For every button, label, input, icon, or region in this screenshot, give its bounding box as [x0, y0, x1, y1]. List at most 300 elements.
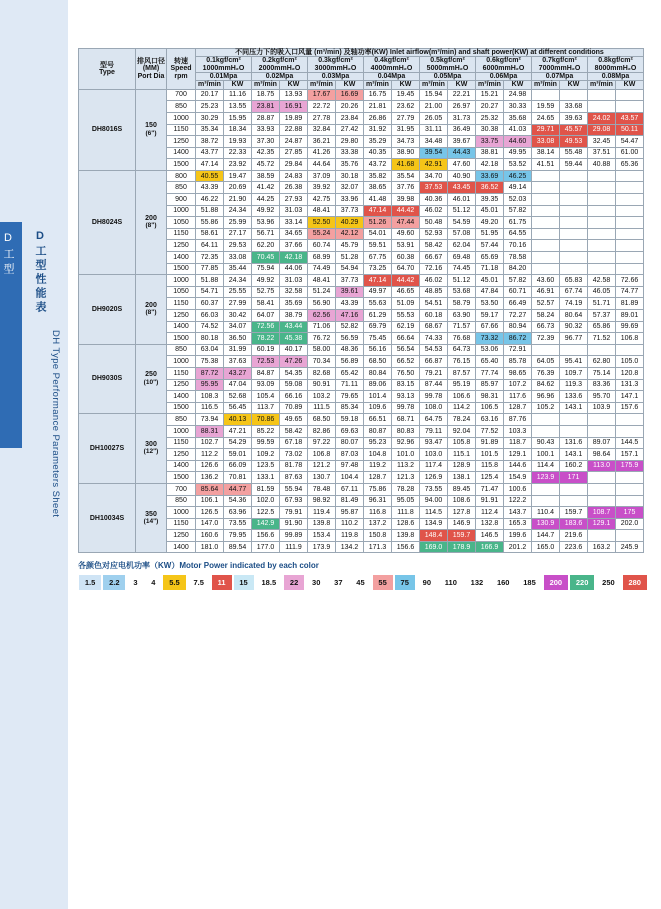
data-cell: 173.9: [308, 541, 336, 553]
data-cell: 46.02: [420, 275, 448, 287]
data-cell: 35.54: [392, 170, 420, 182]
data-cell: 79.21: [420, 367, 448, 379]
data-cell: 49.92: [252, 275, 280, 287]
data-cell: 40.13: [224, 414, 252, 426]
data-cell: 54.01: [364, 228, 392, 240]
data-cell: 54.59: [448, 217, 476, 229]
data-cell: 107.2: [504, 379, 532, 391]
content: [78, 48, 648, 591]
data-cell: 74.45: [448, 263, 476, 275]
data-cell: 100.1: [532, 449, 560, 461]
data-cell: 65.40: [476, 356, 504, 368]
data-cell: 33.96: [336, 194, 364, 206]
data-cell: [560, 228, 588, 240]
data-cell: 24.83: [280, 170, 308, 182]
data-cell: 128.7: [364, 472, 392, 484]
data-cell: 89.45: [448, 483, 476, 495]
rpm-cell: 700: [167, 483, 196, 495]
data-cell: 31.11: [420, 124, 448, 136]
data-cell: 37.66: [280, 240, 308, 252]
data-cell: 22.72: [308, 101, 336, 113]
data-cell: [616, 263, 644, 275]
port-cell: 200 (8"): [136, 170, 167, 274]
model-cell: DH10034S: [79, 483, 136, 553]
data-cell: 175.9: [616, 460, 644, 472]
data-cell: [588, 101, 616, 113]
data-cell: 56.54: [392, 344, 420, 356]
data-cell: 114.5: [420, 507, 448, 519]
data-cell: [588, 170, 616, 182]
data-cell: 165.3: [504, 518, 532, 530]
data-cell: 30.18: [336, 170, 364, 182]
data-cell: 64.55: [504, 228, 532, 240]
data-cell: 96.31: [364, 495, 392, 507]
data-cell: 42.91: [420, 159, 448, 171]
data-cell: 85.64: [196, 483, 224, 495]
data-cell: 91.90: [280, 518, 308, 530]
legend-swatch-75: 75: [394, 574, 416, 591]
data-cell: 32.45: [588, 136, 616, 148]
data-cell: 64.70: [392, 263, 420, 275]
rpm-cell: 1000: [167, 425, 196, 437]
data-cell: 33.08: [532, 136, 560, 148]
data-cell: 121.2: [308, 460, 336, 472]
data-cell: 160.6: [196, 530, 224, 542]
data-cell: 142.9: [252, 518, 280, 530]
data-cell: 46.02: [420, 205, 448, 217]
data-cell: [560, 252, 588, 264]
data-cell: 90.91: [308, 379, 336, 391]
data-cell: 61.75: [504, 217, 532, 229]
data-cell: 71.18: [476, 263, 504, 275]
data-cell: 81.59: [252, 483, 280, 495]
data-cell: [588, 414, 616, 426]
data-cell: [560, 205, 588, 217]
data-cell: 159.7: [448, 530, 476, 542]
pressure-header-kgf-0: 0.1kgf/cm² 1000mmH₂O: [196, 57, 252, 73]
data-cell: 72.16: [420, 263, 448, 275]
data-cell: 51.09: [392, 298, 420, 310]
data-cell: 75.14: [588, 367, 616, 379]
port-cell: 350 (14"): [136, 483, 167, 553]
data-cell: 70.89: [280, 402, 308, 414]
data-cell: 29.84: [280, 159, 308, 171]
data-cell: 57.08: [448, 228, 476, 240]
col-header-speed: 转速 Speed rpm: [167, 49, 196, 90]
data-cell: 133.1: [252, 472, 280, 484]
data-cell: 19.45: [392, 89, 420, 101]
data-cell: 31.92: [364, 124, 392, 136]
data-cell: 36.50: [224, 333, 252, 345]
data-cell: 85.22: [252, 425, 280, 437]
data-cell: 23.81: [252, 101, 280, 113]
data-cell: 42.75: [308, 194, 336, 206]
data-cell: 41.03: [504, 124, 532, 136]
data-cell: 84.62: [532, 379, 560, 391]
data-cell: 54.29: [224, 437, 252, 449]
data-cell: 22.21: [448, 89, 476, 101]
data-cell: 66.16: [280, 391, 308, 403]
data-cell: [616, 472, 644, 484]
legend-swatch-160: 160: [490, 574, 516, 591]
pressure-header-kgf-1: 0.2kgf/cm² 2000mmH₂O: [252, 57, 308, 73]
data-cell: 40.29: [336, 217, 364, 229]
data-cell: 125.4: [476, 472, 504, 484]
legend-swatch-11: 11: [211, 574, 233, 591]
port-cell: 300 (12"): [136, 414, 167, 484]
data-cell: 63.96: [224, 507, 252, 519]
data-cell: 91.89: [476, 437, 504, 449]
data-cell: 64.07: [252, 310, 280, 322]
data-cell: 33.38: [336, 147, 364, 159]
data-cell: 136.2: [196, 472, 224, 484]
legend-swatch-200: 200: [543, 574, 569, 591]
data-cell: 24.34: [224, 275, 252, 287]
data-cell: 41.68: [392, 159, 420, 171]
data-cell: 42.12: [336, 228, 364, 240]
legend-swatches: [78, 574, 648, 591]
data-cell: 78.58: [504, 252, 532, 264]
data-cell: 181.0: [196, 541, 224, 553]
data-cell: 76.50: [392, 367, 420, 379]
data-cell: 75.38: [196, 356, 224, 368]
data-cell: 56.71: [252, 228, 280, 240]
data-cell: 84.20: [504, 263, 532, 275]
data-cell: 63.16: [476, 414, 504, 426]
rpm-cell: 700: [167, 89, 196, 101]
data-cell: 37.53: [420, 182, 448, 194]
data-cell: 199.6: [504, 530, 532, 542]
data-cell: 119.8: [336, 530, 364, 542]
data-cell: 103.0: [420, 449, 448, 461]
legend-swatch-22: 22: [283, 574, 305, 591]
data-cell: 47.26: [280, 356, 308, 368]
data-cell: 54.36: [224, 495, 252, 507]
data-cell: 72.56: [252, 321, 280, 333]
data-cell: [616, 170, 644, 182]
data-cell: 98.64: [588, 449, 616, 461]
legend-swatch-55: 55: [372, 574, 394, 591]
data-cell: 33.68: [560, 101, 588, 113]
data-cell: 80.64: [560, 310, 588, 322]
data-cell: 54.53: [420, 344, 448, 356]
data-cell: 24.34: [224, 205, 252, 217]
data-cell: [532, 89, 560, 101]
data-cell: 60.37: [196, 298, 224, 310]
data-cell: 19.93: [224, 136, 252, 148]
data-cell: 76.39: [532, 367, 560, 379]
legend-swatch-45: 45: [349, 574, 371, 591]
data-cell: 118.7: [504, 437, 532, 449]
data-cell: 49.65: [280, 414, 308, 426]
data-cell: 23.62: [392, 101, 420, 113]
data-cell: 40.35: [364, 147, 392, 159]
data-cell: 74.52: [196, 321, 224, 333]
data-cell: 88.31: [196, 425, 224, 437]
rpm-cell: 1150: [167, 124, 196, 136]
data-cell: 11.16: [224, 89, 252, 101]
unit-flow-7: m³/min: [588, 81, 616, 89]
data-cell: 49.14: [504, 182, 532, 194]
data-cell: 70.45: [252, 252, 280, 264]
data-cell: 52.75: [252, 286, 280, 298]
data-cell: 105.8: [448, 437, 476, 449]
data-cell: 39.61: [336, 286, 364, 298]
data-cell: 45.01: [476, 275, 504, 287]
data-cell: 53.91: [392, 240, 420, 252]
table-row: [79, 483, 644, 495]
data-cell: 56.90: [308, 298, 336, 310]
data-cell: 87.72: [196, 367, 224, 379]
table-row: [79, 275, 644, 287]
data-cell: 66.52: [392, 356, 420, 368]
data-cell: 171.3: [364, 541, 392, 553]
data-cell: [588, 240, 616, 252]
data-cell: 75.86: [364, 483, 392, 495]
data-cell: 72.66: [616, 275, 644, 287]
rpm-cell: 1500: [167, 333, 196, 345]
data-cell: 91.91: [476, 495, 504, 507]
rpm-cell: 1150: [167, 228, 196, 240]
data-cell: 61.00: [616, 147, 644, 159]
data-cell: 43.39: [336, 298, 364, 310]
data-cell: 35.82: [364, 170, 392, 182]
data-cell: 49.97: [364, 286, 392, 298]
data-cell: 73.94: [196, 414, 224, 426]
data-cell: 21.00: [420, 101, 448, 113]
data-cell: 58.42: [420, 240, 448, 252]
unit-flow-0: m³/min: [196, 81, 224, 89]
data-cell: 24.98: [504, 89, 532, 101]
data-cell: 93.09: [252, 379, 280, 391]
data-cell: 65.69: [476, 252, 504, 264]
data-cell: 101.4: [364, 391, 392, 403]
data-cell: [532, 228, 560, 240]
data-cell: 30.42: [224, 310, 252, 322]
data-cell: 166.9: [476, 541, 504, 553]
data-cell: 64.73: [448, 344, 476, 356]
data-cell: 65.42: [336, 367, 364, 379]
data-cell: 40.17: [280, 344, 308, 356]
data-cell: 127.8: [448, 507, 476, 519]
data-cell: 27.85: [280, 147, 308, 159]
data-cell: 16.91: [280, 101, 308, 113]
legend-title: 各颜色对应电机功率（KW）Motor Power indicated by each color: [78, 561, 319, 571]
data-cell: 60.71: [504, 286, 532, 298]
data-cell: 62.56: [308, 310, 336, 322]
data-cell: 59.18: [336, 414, 364, 426]
data-cell: [532, 483, 560, 495]
data-cell: 108.0: [420, 402, 448, 414]
data-cell: 128.9: [448, 460, 476, 472]
data-cell: [560, 483, 588, 495]
data-cell: 51.28: [336, 252, 364, 264]
legend-swatch-7.5: 7.5: [187, 574, 211, 591]
data-cell: 41.51: [532, 159, 560, 171]
data-cell: 51.24: [308, 286, 336, 298]
data-cell: 108.6: [448, 495, 476, 507]
data-cell: 171: [560, 472, 588, 484]
data-cell: 59.17: [476, 310, 504, 322]
data-cell: 102.0: [252, 495, 280, 507]
data-cell: 15.21: [476, 89, 504, 101]
data-cell: 37.51: [588, 147, 616, 159]
table-row: [79, 414, 644, 426]
sidebar-tab: [0, 222, 22, 448]
data-cell: 43.45: [448, 182, 476, 194]
data-cell: 29.80: [336, 136, 364, 148]
data-cell: 65.86: [588, 321, 616, 333]
data-cell: 58.24: [532, 310, 560, 322]
data-cell: 147.1: [616, 391, 644, 403]
data-cell: 73.55: [420, 483, 448, 495]
rpm-cell: 1050: [167, 286, 196, 298]
data-cell: 85.34: [336, 402, 364, 414]
data-cell: 35.29: [364, 136, 392, 148]
data-cell: 95.41: [560, 356, 588, 368]
data-cell: 35.76: [336, 159, 364, 171]
data-cell: 43.57: [616, 112, 644, 124]
data-cell: 39.92: [308, 182, 336, 194]
data-cell: 67.74: [560, 286, 588, 298]
data-cell: 65.36: [616, 159, 644, 171]
data-cell: 74.19: [560, 298, 588, 310]
pressure-header-kgf-5: 0.6kgf/cm² 6000mmH₂O: [476, 57, 532, 73]
data-cell: 15.94: [420, 89, 448, 101]
data-cell: 83.36: [588, 379, 616, 391]
data-cell: 30.33: [504, 101, 532, 113]
data-cell: 131.6: [560, 437, 588, 449]
data-cell: 113.2: [392, 460, 420, 472]
data-cell: 44.77: [224, 483, 252, 495]
data-cell: 45.57: [560, 124, 588, 136]
data-cell: 178.9: [448, 541, 476, 553]
data-cell: 106.6: [448, 391, 476, 403]
model-cell: DH10027S: [79, 414, 136, 484]
data-cell: [532, 217, 560, 229]
data-cell: 46.65: [392, 286, 420, 298]
data-cell: 26.97: [448, 101, 476, 113]
data-cell: 87.03: [336, 449, 364, 461]
data-cell: 87.44: [420, 379, 448, 391]
data-cell: 25.23: [196, 101, 224, 113]
data-cell: 40.88: [588, 159, 616, 171]
data-cell: 25.55: [224, 286, 252, 298]
data-cell: 66.73: [532, 321, 560, 333]
data-cell: 28.87: [252, 112, 280, 124]
data-cell: 72.39: [532, 333, 560, 345]
data-cell: 128.7: [504, 402, 532, 414]
pressure-header-mpa-4: 0.05Mpa: [420, 73, 476, 81]
data-cell: 116.8: [364, 507, 392, 519]
data-cell: [616, 483, 644, 495]
data-cell: 73.02: [280, 449, 308, 461]
data-cell: 66.67: [420, 252, 448, 264]
data-cell: 35.69: [280, 298, 308, 310]
data-cell: 114.4: [532, 460, 560, 472]
data-cell: 79.11: [420, 425, 448, 437]
unit-power-2: KW: [336, 81, 364, 89]
data-cell: 70.86: [252, 414, 280, 426]
data-cell: 103.9: [588, 402, 616, 414]
data-cell: 55.48: [560, 147, 588, 159]
data-cell: 101.0: [392, 449, 420, 461]
data-cell: 84.87: [252, 367, 280, 379]
data-cell: 44.64: [308, 159, 336, 171]
data-cell: 31.03: [280, 275, 308, 287]
data-cell: 110.2: [336, 518, 364, 530]
data-cell: 54.35: [280, 367, 308, 379]
data-cell: 78.24: [448, 414, 476, 426]
rpm-cell: 1500: [167, 472, 196, 484]
data-cell: 53.96: [252, 217, 280, 229]
data-cell: 99.78: [392, 402, 420, 414]
data-cell: 58.42: [280, 425, 308, 437]
data-cell: 96.77: [560, 333, 588, 345]
data-cell: 64.05: [532, 356, 560, 368]
data-cell: 38.14: [532, 147, 560, 159]
data-cell: 37.30: [252, 136, 280, 148]
rpm-cell: 850: [167, 495, 196, 507]
data-cell: 71.06: [308, 321, 336, 333]
data-cell: 46.22: [196, 194, 224, 206]
data-cell: 129.1: [504, 449, 532, 461]
data-cell: 71.57: [448, 321, 476, 333]
table-body: [79, 89, 644, 553]
model-cell: DH9030S: [79, 344, 136, 414]
pressure-header-kgf-2: 0.3kgf/cm² 3000mmH₂O: [308, 57, 364, 73]
legend-swatch-37: 37: [327, 574, 349, 591]
data-cell: 156.6: [392, 541, 420, 553]
data-cell: 46.91: [532, 286, 560, 298]
data-cell: 98.65: [504, 367, 532, 379]
data-cell: 47.21: [224, 425, 252, 437]
data-cell: 39.35: [476, 194, 504, 206]
data-cell: 93.47: [420, 437, 448, 449]
data-cell: [616, 530, 644, 542]
data-cell: 67.93: [280, 495, 308, 507]
data-cell: [588, 495, 616, 507]
port-cell: 200 (8"): [136, 275, 167, 345]
data-cell: 16.69: [336, 89, 364, 101]
data-cell: 48.41: [308, 205, 336, 217]
data-cell: 48.41: [308, 275, 336, 287]
data-cell: 32.84: [308, 124, 336, 136]
data-cell: 78.28: [392, 483, 420, 495]
rpm-cell: 1000: [167, 507, 196, 519]
data-cell: 51.71: [588, 298, 616, 310]
data-cell: 33.08: [224, 252, 252, 264]
data-cell: [560, 425, 588, 437]
data-cell: 144.7: [532, 530, 560, 542]
data-cell: 66.09: [224, 460, 252, 472]
data-cell: 19.59: [532, 101, 560, 113]
data-cell: 23.84: [336, 112, 364, 124]
unit-flow-1: m³/min: [252, 81, 280, 89]
legend: [78, 560, 648, 591]
data-cell: 64.75: [420, 414, 448, 426]
data-cell: 143.7: [504, 507, 532, 519]
table-head: [79, 49, 644, 90]
data-cell: 52.50: [308, 217, 336, 229]
data-cell: 117.6: [504, 391, 532, 403]
data-cell: 104.4: [336, 472, 364, 484]
data-cell: 27.78: [308, 112, 336, 124]
port-cell: 250 (10"): [136, 344, 167, 414]
data-cell: 139.8: [392, 530, 420, 542]
data-cell: 104.8: [364, 449, 392, 461]
data-cell: 17.67: [308, 89, 336, 101]
